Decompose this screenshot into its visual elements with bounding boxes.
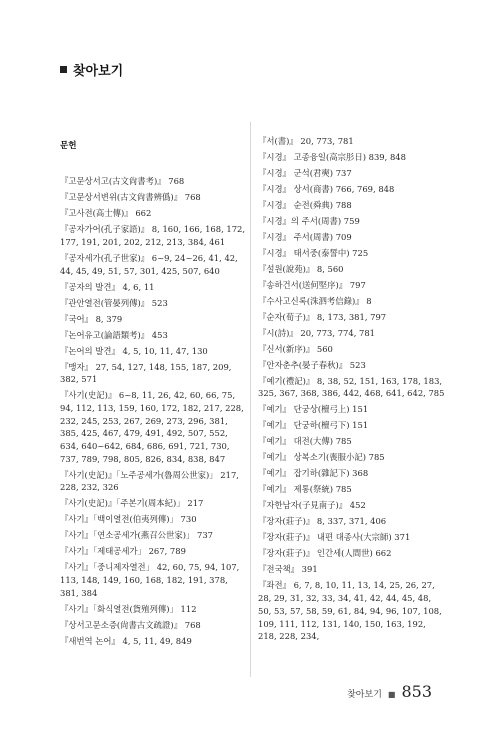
index-entry: 『송하건서(送何堅序)』 797 — [258, 279, 366, 290]
index-entry: 『예기』 단궁상(檀弓上) 151 — [258, 404, 369, 415]
index-entry: 『새번역 논어』 4, 5, 11, 49, 849 — [60, 635, 192, 646]
index-entry: 『사기(史記)』 6~8, 11, 26, 42, 60, 66, 75, 94, 112, 113, 159, 160, 172, 182, 217, 228, 232, 245, 253, 267, 269, 273, 296, 381, 385, 425, 467, 479, 491, 492, 507, 552, 634, 640~642, 684, 686, 691, 721, 730, 737, 789, 798, 805, 826, 834, 838, 847 — [60, 390, 244, 464]
page-title: 찾아보기 — [73, 64, 124, 79]
index-entry: 『시경』의 주서(周書) 759 — [258, 215, 360, 226]
index-entry: 『신서(新序)』 560 — [258, 343, 333, 354]
index-entry: 『논어의 발견』 4, 5, 10, 11, 47, 130 — [60, 345, 208, 356]
index-entry: 『상서고문소증(尙書古文疏證)』 768 — [60, 619, 201, 630]
page-number: 853 — [401, 682, 432, 701]
index-entry: 『예기』 대전(大傳) 785 — [258, 436, 352, 447]
index-entry: 『예기』 단궁하(檀弓下) 151 — [258, 420, 369, 431]
index-entry: 『자한남자(子見南子)』 452 — [258, 500, 366, 511]
index-entry: 『고문상서변위(古文尙書辨僞)』 768 — [60, 192, 201, 203]
index-entry: 『시경』 군석(君奭) 737 — [258, 167, 352, 178]
index-entry: 『사기』「중니제자열전」 42, 60, 75, 94, 107, 113, 148, 149, 160, 168, 182, 191, 378, 381, 384 — [60, 562, 240, 598]
column-divider — [250, 122, 251, 677]
square-bullet-icon — [60, 66, 67, 73]
index-entry: 『공자가어(孔子家語)』 8, 160, 166, 168, 172, 177, 191, 201, 202, 212, 213, 384, 461 — [60, 224, 246, 247]
index-entry: 『공자세가(孔子世家)』 6~9, 24~26, 41, 42, 44, 45, 49, 51, 57, 301, 425, 507, 640 — [60, 252, 238, 276]
index-entry: 『좌전』 6, 7, 8, 10, 11, 13, 14, 25, 26, 27, 28, 29, 31, 32, 33, 34, 41, 42, 44, 45, 48, 50, 53, 57, 58, 59, 61, 84, 94, 96, 107, 108, 109, 111, 112, 131, 140, 150, 163, 192, 218, 228, 234, — [258, 580, 442, 642]
index-entry: 『예기(禮記)』 8, 38, 52, 151, 163, 178, 183, 325, 367, 368, 386, 442, 468, 641, 642, 785 — [258, 375, 445, 399]
index-entry: 『예기』 제통(祭統) 785 — [258, 484, 352, 495]
index-column-right — [258, 122, 446, 659]
index-entry: 『예기』 잡기하(雜記下) 368 — [258, 468, 369, 479]
index-header — [60, 60, 123, 79]
section-heading: 문헌 — [60, 140, 77, 151]
index-entry: 『장자(莊子)』 인간세(人間世) 662 — [258, 548, 392, 559]
index-entry: 『예기』 상복소기(喪服小記) 785 — [258, 452, 385, 463]
entry-list-right — [258, 135, 446, 643]
index-entry: 『사기』「제태공세가」 267, 789 — [60, 546, 186, 557]
index-entry: 『설원(說苑)』 8, 560 — [258, 263, 344, 274]
index-entry: 『서(書)』 20, 773, 781 — [258, 135, 354, 146]
footer-separator: ■ — [387, 690, 396, 699]
index-entry: 『사기(史記)』「노주공세가(魯周公世家)」 217, 228, 232, 326 — [60, 469, 239, 493]
index-entry: 『안자춘추(晏子春秋)』 523 — [258, 359, 366, 370]
index-entry: 『시경』 순전(舜典) 788 — [258, 199, 352, 210]
index-entry: 『순자(荀子)』 8, 173, 381, 797 — [258, 311, 387, 322]
index-column-left — [60, 122, 248, 664]
index-entry: 『맹자』 27, 54, 127, 148, 155, 187, 209, 382, 571 — [60, 361, 232, 385]
index-entry: 『장자(莊子)』 8, 337, 371, 406 — [258, 516, 387, 527]
index-entry: 『시경』 주서(周書) 709 — [258, 231, 352, 242]
index-entry: 『논어유고(論語類考)』 453 — [60, 329, 168, 340]
index-entry: 『전국책』 391 — [258, 564, 318, 575]
footer-label: 찾아보기 — [347, 690, 382, 700]
page-footer — [347, 682, 432, 701]
index-entry: 『사기』「백이열전(伯夷列傳)」 730 — [60, 514, 197, 525]
index-entry: 『사기』「연소공세가(燕召公世家)」 737 — [60, 530, 213, 541]
index-entry: 『시(詩)』 20, 773, 774, 781 — [258, 327, 375, 338]
index-entry: 『국어』 8, 379 — [60, 313, 123, 324]
index-entry: 『시경』 고종융일(高宗肜日) 839, 848 — [258, 151, 406, 162]
index-entry: 『장자(莊子)』 내편 대종사(大宗師) 371 — [258, 532, 411, 543]
index-entry: 『시경』 태서중(泰誓中) 725 — [258, 247, 369, 258]
index-entry: 『수사고신록(洙泗考信錄)』 8 — [258, 295, 372, 306]
index-entry: 『시경』 상서(商書) 766, 769, 848 — [258, 183, 395, 194]
index-entry: 『공자의 발견』 4, 6, 11 — [60, 281, 155, 292]
index-entry: 『사기(史記)』「주본기(周本紀)」 217 — [60, 498, 204, 509]
index-entry: 『관안열전(管晏列傳)』 523 — [60, 297, 168, 308]
index-entry: 『고사전(高士傳)』 662 — [60, 208, 152, 219]
index-entry: 『사기』「화식열전(貨殖列傳)」 112 — [60, 603, 197, 614]
entry-list-left — [60, 175, 248, 647]
index-entry: 『고문상서고(古文尙書考)』 768 — [60, 176, 185, 187]
